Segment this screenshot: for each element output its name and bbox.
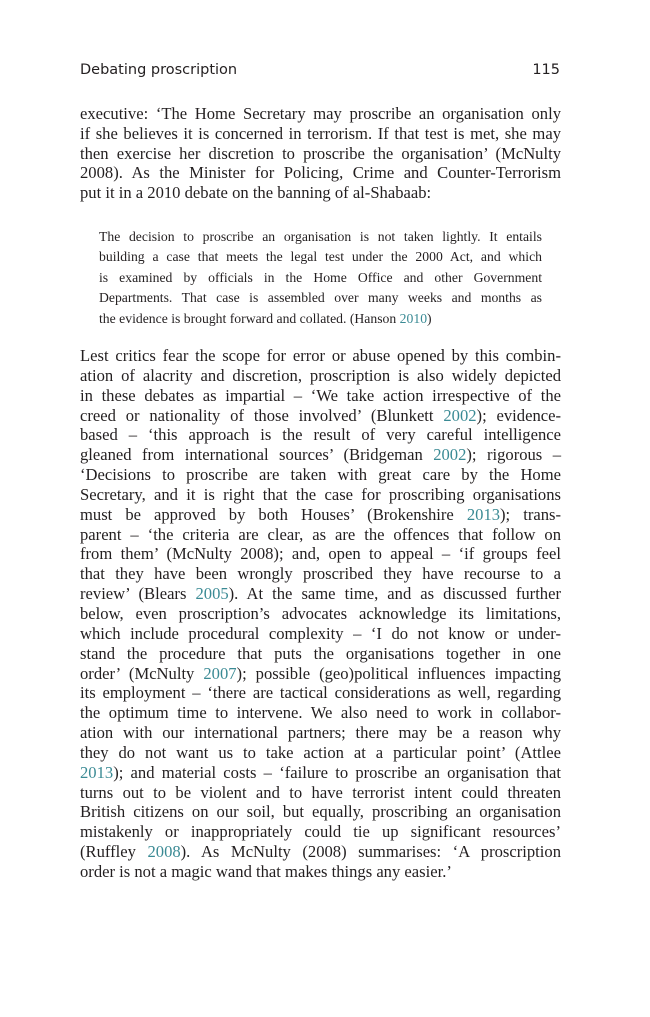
text-line	[80, 664, 561, 684]
citation-link-hanson-2010[interactable]: 2010	[399, 310, 428, 326]
text-line	[80, 584, 561, 604]
text-segment: ); evidence-	[476, 405, 561, 425]
text-line: mistakenly or inappropriately could tie up significant resources’	[80, 822, 561, 842]
text-line: based – ‘this approach is the result of very careful intelligence	[80, 425, 561, 445]
text-line: they do not want us to take action at a particular point’ (Attlee	[80, 742, 561, 762]
text-line: stand the procedure that puts the organisations together in one	[80, 643, 561, 663]
text-segment: creed or nationality of those involved’ (Blunkett	[80, 405, 444, 425]
text-line: the optimum time to intervene. We also need to work in collabor-	[80, 703, 561, 723]
block-quote	[99, 227, 542, 329]
quote-line: Departments. That case is assembled over many weeks and months as	[99, 290, 542, 306]
text-segment: ). As McNulty (2008) summarises: ‘A proscription	[180, 842, 561, 862]
text-line: then exercise her discretion to proscribe the organisation’ (McNulty	[80, 143, 561, 163]
quote-line: building a case that meets the legal test under the 2000 Act, and which	[99, 249, 542, 265]
text-segment: (Ruffley	[80, 842, 148, 862]
paragraph-intro	[80, 104, 561, 203]
citation-link-blunkett-2002[interactable]: 2002	[443, 405, 477, 425]
quote-line: The decision to proscribe an organisation is not taken lightly. It entails	[99, 229, 542, 244]
citation-link-mcnulty-2007[interactable]: 2007	[203, 663, 237, 683]
text-line: ation of alacrity and discretion, proscription is also widely depicted	[80, 365, 561, 385]
text-segment: ); trans-	[500, 504, 561, 524]
text-segment: ); rigorous –	[466, 445, 561, 465]
text-line	[80, 842, 561, 862]
text-line	[80, 406, 561, 426]
page-number: 115	[532, 62, 560, 78]
citation-link-brokenshire-2013[interactable]: 2013	[466, 504, 501, 524]
text-line	[80, 763, 561, 783]
citation-link-ruffley-2008[interactable]: 2008	[147, 842, 181, 862]
text-line: British citizens on our soil, but equally, proscribing an organisation	[80, 802, 561, 822]
text-segment: order’ (McNulty	[80, 663, 204, 683]
text-segment: gleaned from international sources’ (Bridgeman	[80, 445, 434, 465]
text-line: order is not a magic wand that makes things any easier.’	[80, 861, 452, 881]
text-line: its employment – ‘there are tactical considerations as well, regarding	[80, 683, 561, 703]
citation-link-blears-2005[interactable]: 2005	[195, 584, 229, 604]
text-line: ‘Decisions to proscribe are taken with great care by the Home	[80, 465, 561, 485]
citation-link-attlee-2013[interactable]: 2013	[80, 762, 114, 782]
text-line: turns out to be violent and to have terrorist intent could threaten	[80, 782, 561, 802]
text-line: put it in a 2010 debate on the banning of al-Shabaab:	[80, 183, 432, 203]
text-line: parent – ‘the criteria are clear, as are the offences that follow on	[80, 524, 561, 544]
text-segment: ). At the same time, and as discussed further	[228, 584, 561, 604]
text-line: that they have been wrongly proscribed they have recourse to a	[80, 564, 561, 584]
chapter-title: Debating proscription	[80, 62, 238, 78]
text-line: in these debates as impartial – ‘We take action irrespective of the	[80, 385, 561, 405]
citation-link-bridgeman-2002[interactable]: 2002	[433, 445, 467, 465]
quote-line-close: )	[427, 310, 432, 326]
text-line: executive: ‘The Home Secretary may proscribe an organisation only	[80, 104, 561, 123]
text-line: ation with our international partners; there may be a reason why	[80, 723, 561, 743]
quote-line	[99, 309, 542, 329]
running-header	[80, 62, 562, 84]
text-line: from them’ (McNulty 2008); and, open to appeal – ‘if groups feel	[80, 544, 561, 564]
text-segment: ); and material costs – ‘failure to proscribe an organisation that	[113, 762, 561, 782]
text-segment: must be approved by both Houses’ (Brokenshire	[80, 504, 467, 524]
text-segment: review’ (Blears	[80, 584, 196, 604]
text-line: which include procedural complexity – ‘I do not know or under-	[80, 623, 561, 643]
text-line: below, even proscription’s advocates acknowledge its limitations,	[80, 603, 561, 623]
text-segment: ); possible (geo)political influences impacting	[236, 663, 561, 683]
quote-line: is examined by officials in the Home Office and other Government	[99, 269, 542, 285]
text-line: Lest critics fear the scope for error or abuse opened by this combin-	[80, 346, 561, 365]
text-line	[80, 505, 561, 525]
text-line: Secretary, and it is right that the case for proscribing organisations	[80, 484, 561, 504]
text-line: if she believes it is concerned in terrorism. If that test is met, she may	[80, 123, 561, 143]
quote-line-text: the evidence is brought forward and collated. (Hanson	[99, 310, 400, 326]
paragraph-main	[80, 346, 561, 882]
text-line: 2008). As the Minister for Policing, Crime and Counter-Terrorism	[80, 163, 561, 183]
text-line	[80, 445, 561, 465]
